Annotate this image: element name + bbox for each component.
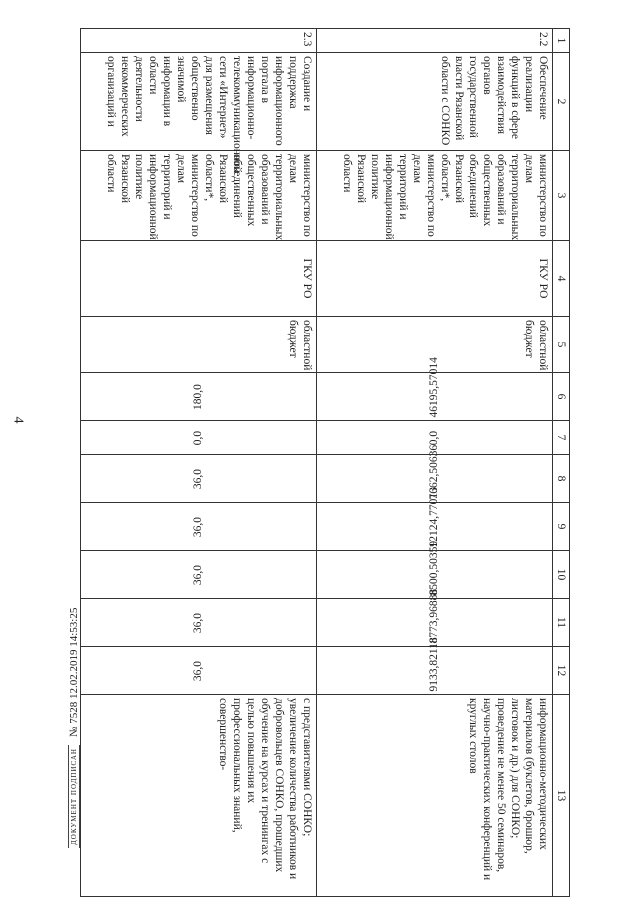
table-row: [316, 29, 552, 897]
amount-2019: 7662,50636: [316, 455, 552, 503]
header-cell: 9: [552, 503, 569, 551]
signature-seal: ДОКУМЕНТ ПОДПИСАН: [68, 745, 80, 848]
amount-2023: 9133,82118: [316, 647, 552, 695]
header-cell: 7: [552, 421, 569, 455]
amount-2018: 0,0: [80, 421, 316, 455]
amount-2020: 36,0: [80, 503, 316, 551]
participant: ГКУ РО: [80, 241, 316, 317]
expected-result: информационно-методических материалов (буклетов, брошюр, листовок и др.) для СОНКО; проведение не менее 50 семинаров, научно-практических конференций и круглых столов: [316, 695, 552, 897]
executor: министерство по делам территориальных образований и общественных объединений Рязанской области*, министерство по делам территорий и информационной политике Рязанской области: [316, 151, 552, 241]
amount-2023: 36,0: [80, 647, 316, 695]
activity-name: Обеспечение реализации функций в сфере взаимодействия органов государственной власти Рязанской области с СОНКО: [316, 53, 552, 151]
funding-source: областной бюджет: [316, 317, 552, 373]
program-table-wrapper: [70, 28, 570, 881]
funding-source: областной бюджет: [80, 317, 316, 373]
participant: ГКУ РО: [316, 241, 552, 317]
row-number: 2.2: [316, 29, 552, 53]
header-cell: 10: [552, 551, 569, 599]
total-amount: 46195,57014: [316, 373, 552, 421]
expected-result: с представителями СОНКО; увеличение количества работников и добровольцев СОНКО, прошедших обучение на курсах и тренингах с целью повышения их профессиональных знаний, совершенство-: [80, 695, 316, 897]
header-cell: 12: [552, 647, 569, 695]
document-footer: [68, 607, 80, 848]
registration-stamp: № 7528 12.02.2019 14:53:25: [68, 607, 80, 738]
header-row: [552, 29, 569, 897]
activity-name: Создание и поддержка информационного портала в информационно-телекоммуникационной сети «Интернет» для размещения общественно значимой информации в области деятельности некоммерческих организаций и: [80, 53, 316, 151]
program-table: [80, 28, 570, 897]
total-amount: 180,0: [80, 373, 316, 421]
header-cell: 2: [552, 53, 569, 151]
header-cell: 1: [552, 29, 569, 53]
header-cell: 3: [552, 151, 569, 241]
header-cell: 5: [552, 317, 569, 373]
amount-2022: 8773,96888: [316, 599, 552, 647]
header-cell: 8: [552, 455, 569, 503]
header-cell: 4: [552, 241, 569, 317]
header-cell: 13: [552, 695, 569, 897]
amount-2022: 36,0: [80, 599, 316, 647]
amount-2021: 8500,50359: [316, 551, 552, 599]
amount-2020: 12124,77013: [316, 503, 552, 551]
header-cell: 6: [552, 373, 569, 421]
row-number: 2.3: [80, 29, 316, 53]
page-number: 4: [10, 416, 26, 424]
header-cell: 11: [552, 599, 569, 647]
amount-2021: 36,0: [80, 551, 316, 599]
table-row: [80, 29, 316, 897]
executor: министерство по делам территориальных образований и общественных объединений Рязанской области*, министерство по делам территорий и информационной политике Рязанской области: [80, 151, 316, 241]
amount-2019: 36,0: [80, 455, 316, 503]
amount-2018: 0,0: [316, 421, 552, 455]
